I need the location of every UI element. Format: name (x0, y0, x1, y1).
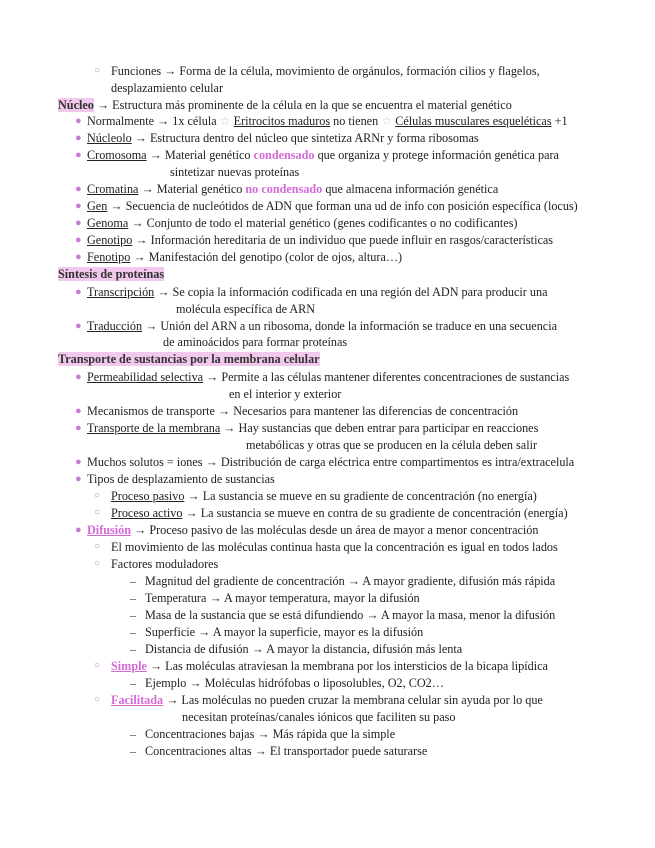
dot-bullet: ● (75, 524, 82, 536)
text-line: Mecanismos de transporte → Necesarios para mantener las diferencias de concentración (87, 404, 519, 418)
text-line: Distancia de difusión → A mayor la distancia, difusión más lenta (145, 642, 463, 656)
seg: → Estructura dentro del núcleo que sintetiza ARNr y forma ribosomas (131, 131, 479, 145)
seg: → Las moléculas no pueden cruzar la membrana celular sin ayuda por lo que (163, 693, 543, 707)
seg: → Las moléculas atraviesan la membrana por los intersticios de la bicapa lipídica (146, 659, 548, 673)
dash-bullet: – (130, 591, 136, 605)
dot-bullet: ● (75, 132, 82, 144)
text-line (87, 113, 568, 129)
text-line (87, 318, 557, 334)
dot-bullet: ● (75, 371, 82, 383)
seg: → Unión del ARN a un ribosoma, donde la información se traduce en una secuencia (142, 319, 558, 333)
circle-bullet: ○ (94, 558, 101, 569)
text-line (87, 198, 578, 214)
heading-nucleo: Núcleo (58, 98, 94, 112)
text-line: de aminoácidos para formar proteínas (163, 335, 348, 349)
seg: que almacena información genética (322, 182, 499, 196)
seg: → Secuencia de nucleótidos de ADN que forman una ud de info con posición específica (locus) (107, 199, 578, 213)
text-line (87, 522, 539, 538)
dash-bullet: – (130, 727, 136, 741)
text-line (111, 488, 537, 504)
seg: no condensado (245, 182, 323, 196)
text-line: molécula específica de ARN (176, 302, 316, 316)
section-transporte (58, 351, 320, 367)
dash-bullet: – (130, 744, 136, 758)
text-line (111, 692, 543, 708)
section-nucleo (58, 97, 512, 113)
seg: → Información hereditaria de un individuo que puede influir en rasgos/características (132, 233, 554, 247)
dot-bullet: ● (75, 217, 82, 229)
seg: Permeabilidad selectiva (87, 370, 204, 384)
text-line: El movimiento de las moléculas continua hasta que la concentración es igual en todos lados (111, 540, 558, 554)
text-line: sintetizar nuevas proteínas (170, 165, 300, 179)
dash-bullet: – (130, 574, 136, 588)
star-icon: ☆ (381, 114, 393, 128)
heading-nucleo-text: → Estructura más prominente de la célula en la que se encuentra el material genético (93, 98, 512, 112)
heading-sintesis: Síntesis de proteínas (58, 267, 165, 281)
text-line: Superficie → A mayor la superficie, mayor es la difusión (145, 625, 424, 639)
seg: Transporte de la membrana (87, 421, 221, 435)
text-line: Factores moduladores (111, 557, 219, 571)
seg: condensado (253, 148, 315, 162)
text-line: necesitan proteínas/canales iónicos que faciliten su paso (182, 710, 456, 724)
text-line (87, 284, 548, 300)
dot-bullet: ● (75, 473, 82, 485)
seg: no tienen (330, 114, 382, 128)
dot-bullet: ● (75, 405, 82, 417)
seg: Gen (87, 199, 108, 213)
text-line: Magnitud del gradiente de concentración → A mayor gradiente, difusión más rápida (145, 574, 556, 588)
text-line (87, 215, 518, 231)
dot-bullet: ● (75, 456, 82, 468)
circle-bullet: ○ (94, 694, 101, 705)
seg: Proceso activo (111, 506, 183, 520)
seg: Cromatina (87, 182, 139, 196)
dot-bullet: ● (75, 200, 82, 212)
seg: → Hay sustancias que deben entrar para participar en reacciones (220, 421, 539, 435)
circle-bullet: ○ (94, 507, 101, 518)
seg: Proceso pasivo (111, 489, 185, 503)
text-line: Funciones → Forma de la célula, movimiento de orgánulos, formación cilios y flagelos, (111, 64, 540, 78)
seg: Núcleolo (87, 131, 132, 145)
seg: +1 (551, 114, 568, 128)
text-line: Tipos de desplazamiento de sustancias (87, 472, 275, 486)
text-line (87, 130, 479, 146)
seg: Fenotipo (87, 250, 131, 264)
text-line: desplazamiento celular (111, 81, 224, 95)
circle-bullet: ○ (94, 541, 101, 552)
circle-bullet: ○ (94, 660, 101, 671)
circle-bullet: ○ (94, 490, 101, 501)
dash-bullet: – (130, 608, 136, 622)
text-line (111, 505, 568, 521)
seg: → Manifestación del genotipo (color de ojos, altura…) (130, 250, 403, 264)
section-sintesis (58, 266, 164, 282)
text-line: Concentraciones altas → El transportador puede saturarse (145, 744, 428, 758)
dot-bullet: ● (75, 115, 82, 127)
seg: → Se copia la información codificada en una región del ADN para producir una (154, 285, 548, 299)
text-line: Concentraciones bajas → Más rápida que la simple (145, 727, 396, 741)
text-line (87, 232, 553, 248)
text-line: Temperatura → A mayor temperatura, mayor la difusión (145, 591, 420, 605)
circle-bullet: ○ (94, 65, 101, 76)
seg: que organiza y protege información genética para (314, 148, 559, 162)
text-line: Muchos solutos = iones → Distribución de carga eléctrica entre compartimentos es intra/extracelula (87, 455, 575, 469)
text-line (87, 369, 569, 385)
dot-bullet: ● (75, 149, 82, 161)
text-line (87, 249, 402, 265)
seg: Genoma (87, 216, 129, 230)
heading-transporte: Transporte de sustancias por la membrana celular (58, 352, 320, 366)
text-line: Masa de la sustancia que se está difundiendo → A mayor la masa, menor la difusión (145, 608, 556, 622)
dash-bullet: – (130, 625, 136, 639)
text-line (87, 181, 498, 197)
dash-bullet: – (130, 642, 136, 656)
dash-bullet: – (130, 676, 136, 690)
dot-bullet: ● (75, 422, 82, 434)
text-line: Ejemplo → Moléculas hidrófobas o liposolubles, O2, CO2… (145, 676, 444, 690)
seg: Normalmente → 1x célula (87, 114, 220, 128)
dot-bullet: ● (75, 234, 82, 246)
seg: → Conjunto de todo el material genético (genes codificantes o no codificantes) (128, 216, 518, 230)
seg: → Material genético (146, 148, 254, 162)
seg: Simple (111, 659, 147, 673)
seg: Cromosoma (87, 148, 147, 162)
text-line (87, 147, 559, 163)
dot-bullet: ● (75, 286, 82, 298)
dot-bullet: ● (75, 183, 82, 195)
seg: → Permite a las células mantener diferentes concentraciones de sustancias (203, 370, 570, 384)
seg: → La sustancia se mueve en su gradiente de concentración (no energía) (184, 489, 537, 503)
dot-bullet: ● (75, 320, 82, 332)
seg: Transcripción (87, 285, 155, 299)
text-line (111, 658, 548, 674)
seg: Traducción (87, 319, 143, 333)
seg: → Material genético (138, 182, 246, 196)
star-icon: ☆ (219, 114, 231, 128)
seg: Difusión (87, 523, 132, 537)
seg: → La sustancia se mueve en contra de su gradiente de concentración (energía) (182, 506, 568, 520)
seg: Facilitada (111, 693, 164, 707)
text-line: en el interior y exterior (229, 387, 342, 401)
text-line (87, 420, 538, 436)
seg: → Proceso pasivo de las moléculas desde un área de mayor a menor concentración (131, 523, 539, 537)
dot-bullet: ● (75, 251, 82, 263)
text-line: metabólicas y otras que se producen en la célula deben salir (246, 438, 538, 452)
seg: Células musculares esqueléticas (395, 114, 552, 128)
seg: Eritrocitos maduros (233, 114, 331, 128)
seg: Genotipo (87, 233, 133, 247)
